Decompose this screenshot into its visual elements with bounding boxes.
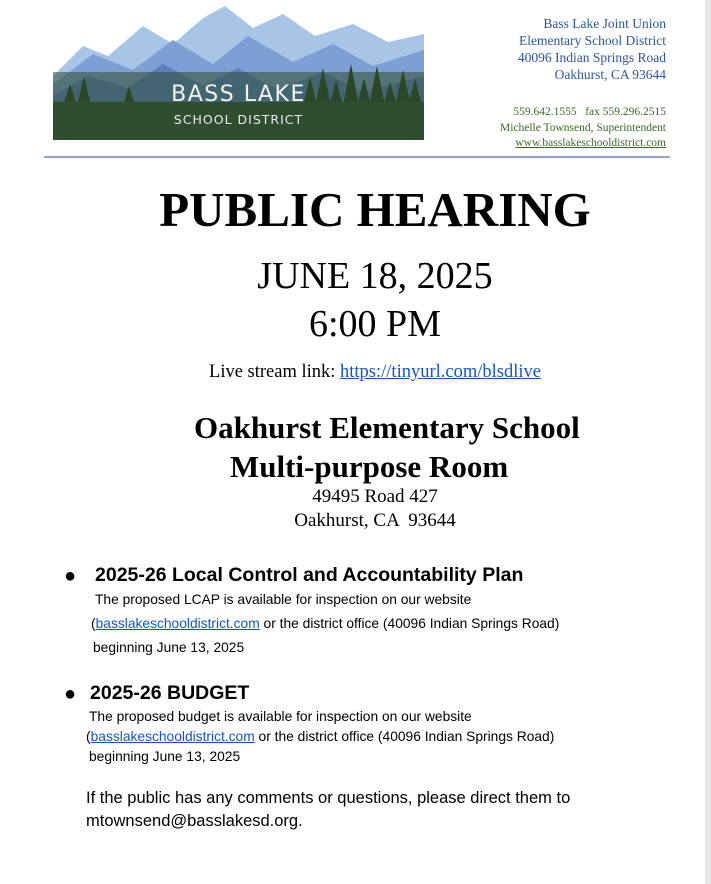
location-city: Oakhurst, CA 93644 xyxy=(294,510,456,531)
item-lcap-line-1: The proposed LCAP is available for inspection on our website xyxy=(95,592,472,607)
bullet-icon: ● xyxy=(64,683,77,705)
item-budget-line-1: The proposed budget is available for inspection on our website xyxy=(89,709,472,724)
logo-title: BASS LAKE xyxy=(171,82,306,107)
open-paren: ( xyxy=(86,729,91,744)
item-budget-line-3: beginning June 13, 2025 xyxy=(89,749,241,764)
live-stream-link[interactable]: https://tinyurl.com/blsdlive xyxy=(340,362,541,382)
location-school: Oakhurst Elementary School xyxy=(194,410,580,445)
page-title: PUBLIC HEARING xyxy=(159,182,591,237)
location-street: 49495 Road 427 xyxy=(312,486,438,507)
live-stream-label: Live stream link: xyxy=(209,362,341,382)
location-room: Multi-purpose Room xyxy=(230,449,509,484)
hearing-time: 6:00 PM xyxy=(309,303,441,345)
address-line-3: 40096 Indian Springs Road xyxy=(517,50,666,65)
hearing-date: JUNE 18, 2025 xyxy=(257,255,493,297)
superintendent: Michelle Townsend, Superintendent xyxy=(499,121,666,134)
logo-subtitle: SCHOOL DISTRICT xyxy=(173,112,304,127)
address-line-2: Elementary School District xyxy=(519,33,666,48)
closing-line-1: If the public has any comments or questions, please direct them to xyxy=(86,789,571,807)
item-lcap-title: 2025-26 Local Control and Accountability Plan xyxy=(95,564,524,586)
item-lcap-line-2-rest: or the district office (40096 Indian Springs Road) xyxy=(259,616,560,631)
district-contact xyxy=(500,105,666,152)
open-paren: ( xyxy=(91,616,96,631)
address-line-4: Oakhurst, CA 93644 xyxy=(554,67,666,82)
item-budget-website-link[interactable]: basslakeschooldistrict.com xyxy=(90,729,255,744)
live-stream xyxy=(0,362,711,383)
page-edge xyxy=(705,0,711,884)
bullet-icon: ● xyxy=(64,565,77,587)
district-website-link[interactable]: www.basslakeschooldistrict.com xyxy=(515,137,666,149)
item-lcap-website-link[interactable]: basslakeschooldistrict.com xyxy=(95,616,260,631)
header-divider xyxy=(44,156,670,158)
phone-fax: 559.642.1555 fax 559.296.2515 xyxy=(513,106,666,118)
item-budget-title: 2025-26 BUDGET xyxy=(90,682,250,704)
closing-email: mtownsend@basslakesd.org. xyxy=(86,812,303,830)
item-budget-line-2 xyxy=(86,729,554,744)
district-logo xyxy=(53,6,424,140)
item-lcap-line-2 xyxy=(91,616,559,631)
item-lcap-line-3: beginning June 13, 2025 xyxy=(93,640,245,655)
district-address xyxy=(518,15,666,83)
item-budget-line-2-rest: or the district office (40096 Indian Springs Road) xyxy=(254,729,555,744)
address-line-1: Bass Lake Joint Union xyxy=(543,16,666,31)
